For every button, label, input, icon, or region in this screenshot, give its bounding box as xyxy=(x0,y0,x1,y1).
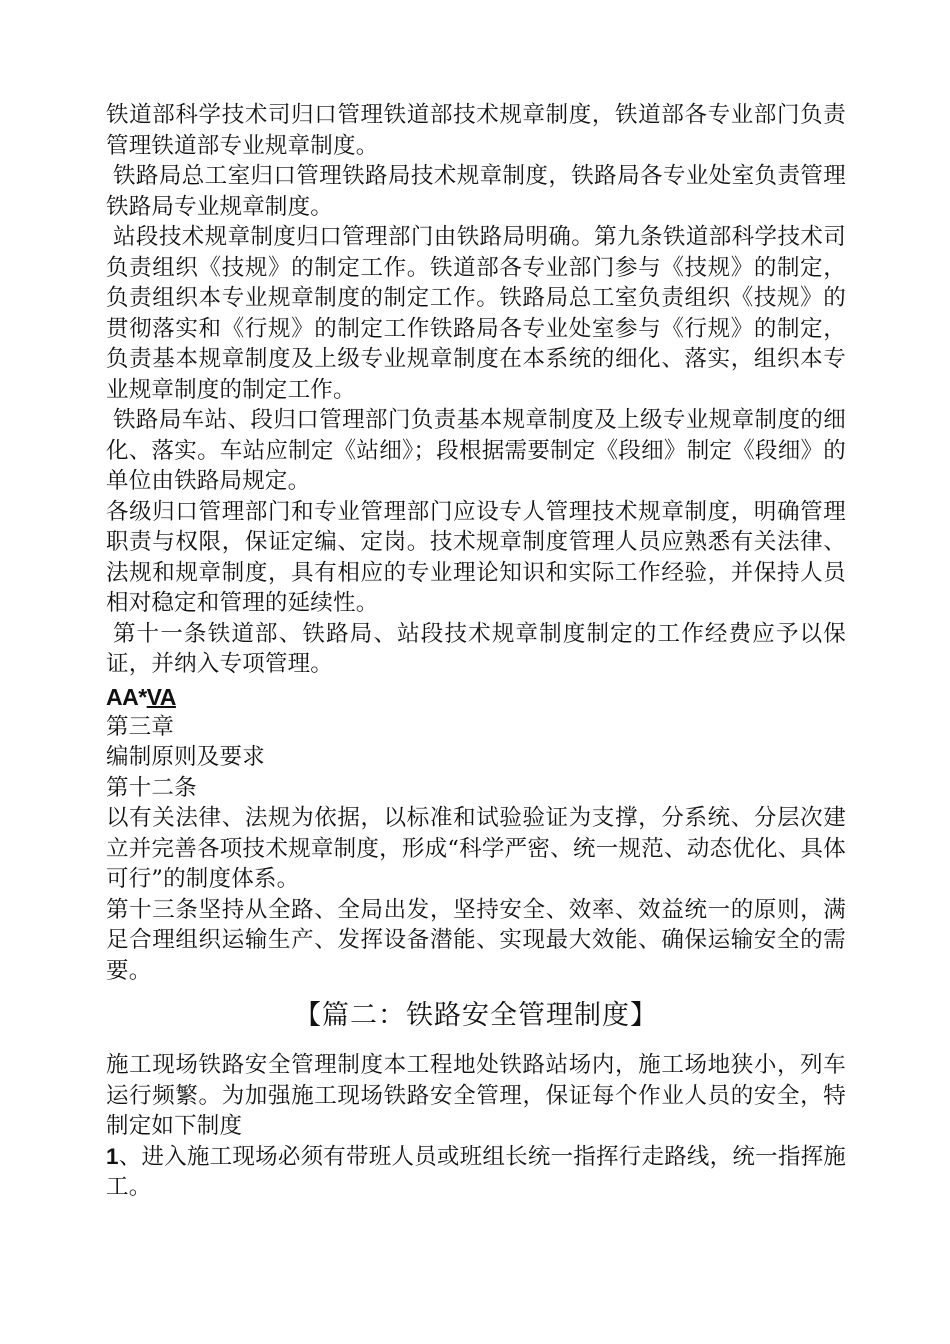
symbol-line xyxy=(106,682,846,712)
list-item-text: 、进入施工现场必须有带班人员或班组长统一指挥行走路线，统一指挥施工。 xyxy=(106,1143,846,1200)
chapter-number: 第三章 xyxy=(106,713,175,740)
list-item-number: 1 xyxy=(106,1143,119,1169)
paragraph: 以有关法律、法规为依据，以标准和试验验证为支撑，分系统、分层次建立并完善各项技术规章制度，形成“科学严密、统一规范、动态优化、具体可行”的制度体系。 xyxy=(106,805,846,892)
symbol-plain: AA* xyxy=(106,683,147,710)
paragraph: 铁路局总工室归口管理铁路局技术规章制度，铁路局各专业处室负责管理铁路局专业规章制度。 xyxy=(106,163,846,220)
section-heading: 【篇二：铁路安全管理制度】 xyxy=(294,1000,658,1031)
chapter-title: 编制原则及要求 xyxy=(106,744,265,770)
paragraph: 铁路局车站、段归口管理部门负责基本规章制度及上级专业规章制度的细化、落实。车站应制定《站细》；段根据需要制定《段细》制定《段细》的单位由铁路局规定。 xyxy=(106,407,846,494)
paragraph: 第十一条铁道部、铁路局、站段技术规章制度制定的工作经费应予以保证，并纳入专项管理。 xyxy=(106,620,846,677)
paragraph: 各级归口管理部门和专业管理部门应设专人管理技术规章制度，明确管理职责与权限，保证定编、定岗。技术规章制度管理人员应熟悉有关法律、法规和规章制度，具有相应的专业理论知识和实际工作经验，并保持人员相对稳定和管理的延续性。 xyxy=(106,498,846,616)
document-page xyxy=(106,100,846,1203)
paragraph: 施工现场铁路安全管理制度本工程地处铁路站场内，施工场地狭小，列车运行频繁。为加强施工现场铁路安全管理，保证每个作业人员的安全，特制定如下制度 xyxy=(106,1052,846,1139)
list-item xyxy=(106,1142,846,1203)
article-number: 第十二条 xyxy=(106,774,197,801)
symbol-underlined: VA xyxy=(146,683,176,710)
paragraph: 第十三条坚持从全路、全局出发，坚持安全、效率、效益统一的原则，满足合理组织运输生产、发挥设备潜能、实现最大效能、确保运输安全的需要。 xyxy=(106,896,846,984)
paragraph: 铁道部科学技术司归口管理铁道部技术规章制度，铁道部各专业部门负责管理铁道部专业规章制度。 xyxy=(106,102,846,159)
paragraph: 站段技术规章制度归口管理部门由铁路局明确。第九条铁道部科学技术司负责组织《技规》的制定工作。铁道部各专业部门参与《技规》的制定，负责组织本专业规章制度的制定工作。铁路局总工室负责组织《技规》的贯彻落实和《行规》的制定工作铁路局各专业处室参与《行规》的制定，负责基本规章制度及上级专业规章制度在本系统的细化、落实，组织本专业规章制度的制定工作。 xyxy=(106,224,846,403)
